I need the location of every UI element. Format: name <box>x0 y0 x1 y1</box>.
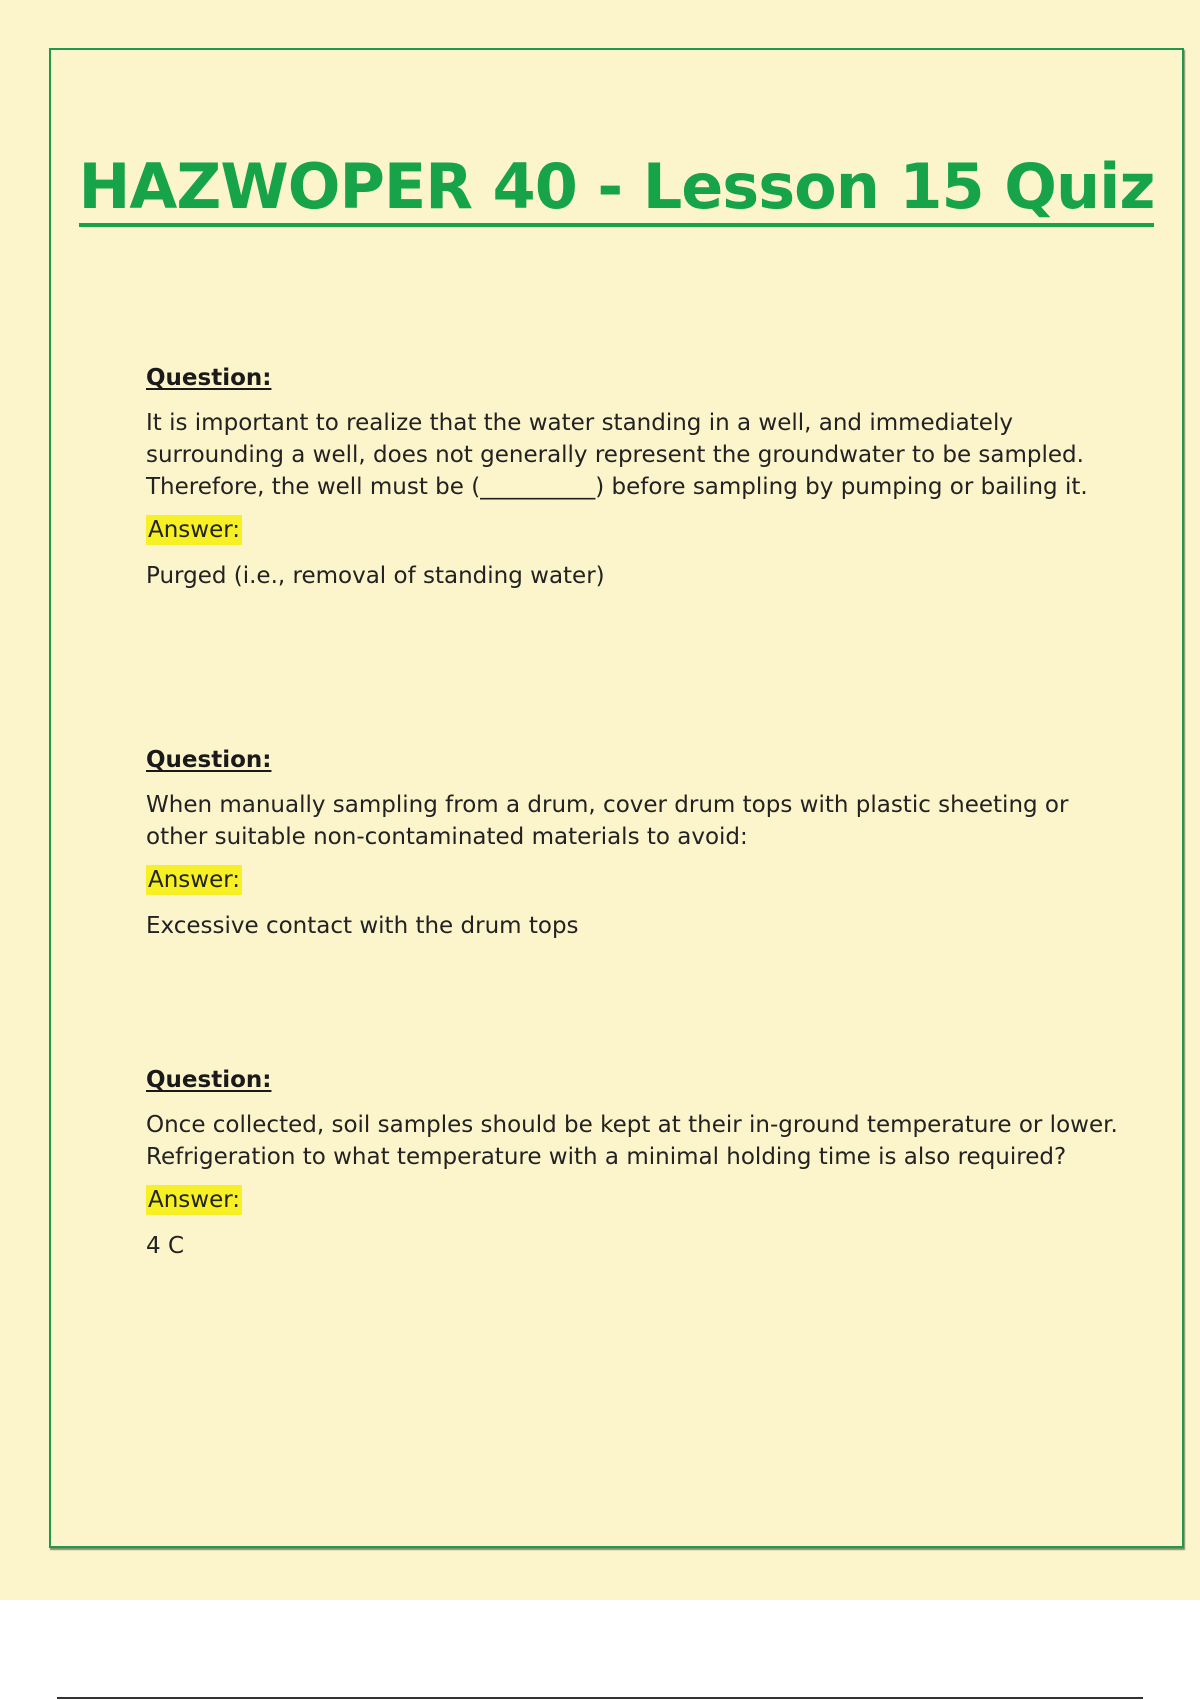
question-block-2 <box>146 747 1136 941</box>
footer-divider <box>57 1697 1143 1699</box>
quiz-title-text: HAZWOPER 40 - Lesson 15 Quiz <box>79 150 1155 227</box>
answer-text: Excessive contact with the drum tops <box>146 913 579 939</box>
answer-label: Answer: <box>148 867 241 893</box>
quiz-frame <box>49 48 1184 1548</box>
question-text: It is important to realize that the water standing in a well, and immediately surrounding a well, does not generally represent the groundwater to be sampled. Therefore, the well must be (__________) before sampling by pumping or bailing it. <box>146 410 1088 500</box>
quiz-title <box>51 150 1182 224</box>
answer-text: Purged (i.e., removal of standing water) <box>146 563 605 589</box>
question-heading: Question: <box>146 365 272 391</box>
question-text: Once collected, soil samples should be kept at their in-ground temperature or lower. Refrigeration to what temperature with a minimal holding time is also required? <box>146 1112 1118 1170</box>
question-heading: Question: <box>146 747 272 773</box>
question-block-3 <box>146 1067 1136 1261</box>
question-heading: Question: <box>146 1067 272 1093</box>
answer-label: Answer: <box>148 1187 241 1213</box>
answer-label: Answer: <box>148 517 241 543</box>
answer-text: 4 C <box>146 1233 185 1259</box>
question-block-1 <box>146 365 1136 591</box>
question-text: When manually sampling from a drum, cover drum tops with plastic sheeting or other suitable non-contaminated materials to avoid: <box>146 792 1069 850</box>
